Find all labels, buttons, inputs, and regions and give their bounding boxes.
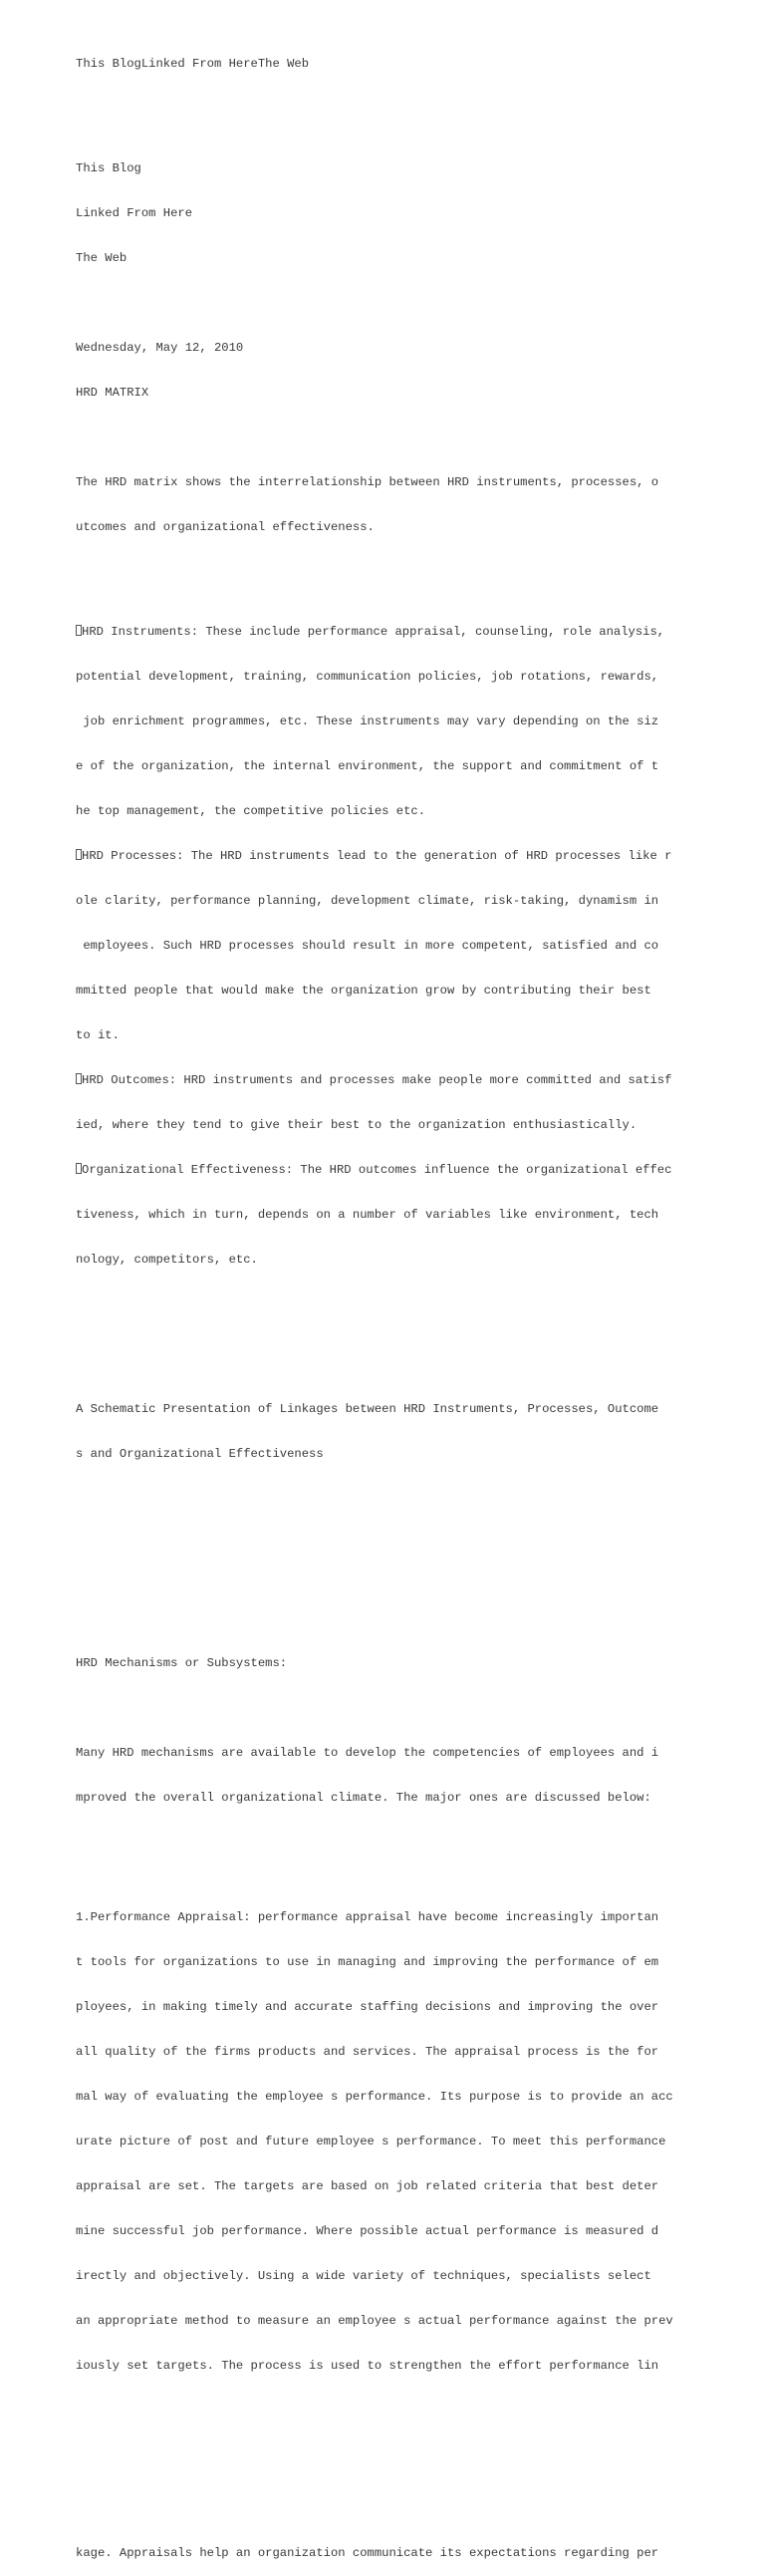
bullet-line: ole clarity, performance planning, development climate, risk-taking, dynamism in xyxy=(76,894,659,908)
bullet-line: job enrichment programmes, etc. These instruments may vary depending on the siz xyxy=(76,715,659,728)
appraisal-line: an appropriate method to measure an employee s actual performance against the prev xyxy=(76,2314,673,2328)
appraisal-line: mal way of evaluating the employee s performance. Its purpose is to provide an acc xyxy=(76,2090,673,2104)
schematic-caption: s and Organizational Effectiveness xyxy=(76,1447,324,1461)
bullet-line: mmitted people that would make the organization grow by contributing their best xyxy=(76,984,651,998)
bullet-line: potential development, training, communication policies, job rotations, rewards, xyxy=(76,670,659,684)
bullet-line: tiveness, which in turn, depends on a number of variables like environment, tech xyxy=(76,1208,659,1222)
appraisal-line: appraisal are set. The targets are based on job related criteria that best deter xyxy=(76,2179,659,2193)
post-date: Wednesday, May 12, 2010 xyxy=(76,341,244,355)
bullet-line: nology, competitors, etc. xyxy=(76,1253,258,1267)
header-nav: This BlogLinked From HereThe Web xyxy=(76,57,310,71)
appraisal-line: mine successful job performance. Where possible actual performance is measured d xyxy=(76,2224,659,2238)
bullet-line xyxy=(76,1073,693,1088)
appraisal-line: 1.Performance Appraisal: performance appraisal have become increasingly importan xyxy=(76,1910,659,1924)
bullet-line: to it. xyxy=(76,1028,120,1042)
appraisal-line: irectly and objectively. Using a wide variety of techniques, specialists select xyxy=(76,2269,651,2283)
appraisal-line: urate picture of post and future employee s performance. To meet this performance xyxy=(76,2135,666,2148)
intro-line: The HRD matrix shows the interrelationship between HRD instruments, processes, o xyxy=(76,475,659,489)
bullet-line: he top management, the competitive policies etc. xyxy=(76,804,426,818)
mechanisms-intro: mproved the overall organizational climate. The major ones are discussed below: xyxy=(76,1791,651,1805)
schematic-caption: A Schematic Presentation of Linkages between HRD Instruments, Processes, Outcome xyxy=(76,1402,659,1416)
bullet-text: HRD Instruments: These include performance appraisal, counseling, role analysis, xyxy=(82,625,665,639)
post-title: HRD MATRIX xyxy=(76,386,149,400)
appraisal-line: all quality of the firms products and services. The appraisal process is the for xyxy=(76,2045,659,2059)
bullet-line: employees. Such HRD processes should result in more competent, satisfied and co xyxy=(76,939,659,953)
nav-item-this-blog[interactable]: This Blog xyxy=(76,161,141,175)
document-page xyxy=(76,27,693,2576)
last-line: kage. Appraisals help an organization communicate its expectations regarding per xyxy=(76,2546,659,2560)
appraisal-line: t tools for organizations to use in managing and improving the performance of em xyxy=(76,1955,659,1969)
mechanisms-heading: HRD Mechanisms or Subsystems: xyxy=(76,1656,288,1670)
nav-item-the-web[interactable]: The Web xyxy=(76,251,128,265)
bullet-text: HRD Outcomes: HRD instruments and processes make people more committed and satisf xyxy=(82,1073,672,1087)
appraisal-line: iously set targets. The process is used to strengthen the effort performance lin xyxy=(76,2359,659,2373)
bullet-line xyxy=(76,625,693,640)
bullet-text: HRD Processes: The HRD instruments lead to the generation of HRD processes like r xyxy=(82,849,672,863)
bullet-text: Organizational Effectiveness: The HRD outcomes influence the organizational effec xyxy=(82,1163,672,1177)
mechanisms-intro: Many HRD mechanisms are available to develop the competencies of employees and i xyxy=(76,1746,659,1760)
bullet-line: e of the organization, the internal environment, the support and commitment of t xyxy=(76,759,659,773)
intro-line: utcomes and organizational effectiveness. xyxy=(76,520,375,534)
bullet-line: ied, where they tend to give their best to the organization enthusiastically. xyxy=(76,1118,638,1132)
bullet-line xyxy=(76,849,693,864)
bullet-line xyxy=(76,1163,693,1178)
nav-item-linked-from-here[interactable]: Linked From Here xyxy=(76,206,193,220)
appraisal-line: ployees, in making timely and accurate staffing decisions and improving the over xyxy=(76,2000,659,2014)
